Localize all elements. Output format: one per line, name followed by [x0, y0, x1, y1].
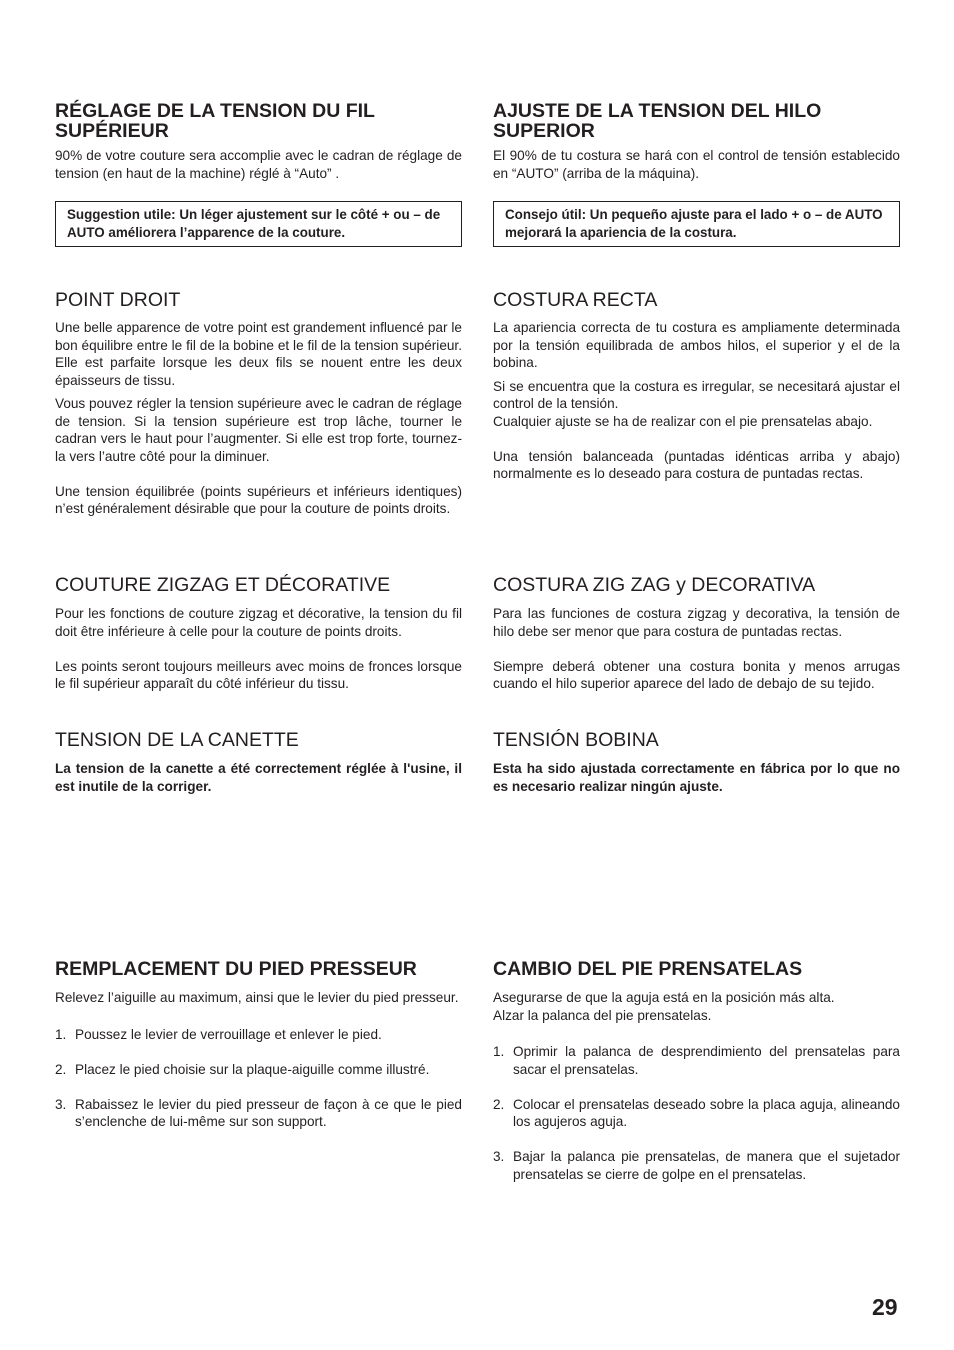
fr-upper-tension-section — [55, 101, 462, 247]
es-foot-title: CAMBIO DEL PIE PRENSATELAS — [493, 958, 803, 980]
es-foot-intro-2: Alzar la palanca del pie prensatelas. — [493, 1007, 712, 1023]
es-straight-p2a: Si se encuentra que la costura es irregular, se necesitará ajustar el control de la tensión. — [493, 378, 900, 411]
es-zigzag-p1: Para las funciones de costura zigzag y decorativa, la tensión de hilo debe ser menor que para costura de puntadas rectas. — [493, 606, 900, 639]
es-foot-section — [493, 959, 900, 1201]
fr-straight-p1: Une belle apparence de votre point est grandement influencé par le bon équilibre entre le fil de la bobine et le fil de la tension supérieur. Elle est parfaite lorsque les deux fils se nouent entre les deux épaisseurs de tissu. — [55, 320, 462, 388]
list-item: 1. Poussez le levier de verrouillage et enlever le pied. — [55, 1026, 382, 1042]
list-item: 1. Oprimir la palanca de desprendimiento del prensatelas para sacar el prensatelas. — [493, 1044, 900, 1077]
es-zigzag-p2: Siempre deberá obtener una costura bonita y menos arrugas cuando el hilo superior aparece del lado de debajo de su tejido. — [493, 658, 900, 691]
es-straight-p1: La apariencia correcta de tu costura es ampliamente determinada por la tensión equilibrada de ambos hilos, el superior y el de la bobina. — [493, 320, 900, 370]
fr-foot-steps — [55, 1026, 462, 1131]
fr-zigzag-p2: Les points seront toujours meilleurs avec moins de fronces lorsque le fil supérieur apparaît du côté inférieur du tissu. — [55, 658, 462, 691]
fr-straight-section — [55, 290, 462, 518]
fr-tip-box: Suggestion utile: Un léger ajustement sur le côté + ou – de AUTO améliorera l’apparence de la couture. — [55, 201, 462, 247]
es-bobbin-body: Esta ha sido ajustada correctamente en fábrica por lo que no es necesario realizar ningún ajuste. — [493, 761, 900, 794]
fr-straight-title: POINT DROIT — [55, 289, 181, 311]
es-straight-title: COSTURA RECTA — [493, 289, 658, 311]
fr-foot-title: REMPLACEMENT DU PIED PRESSEUR — [55, 958, 417, 980]
es-foot-intro-1: Asegurarse de que la aguja está en la posición más alta. — [493, 990, 835, 1005]
es-upper-tension-section — [493, 101, 900, 247]
fr-bobbin-title: TENSION DE LA CANETTE — [55, 729, 299, 751]
fr-zigzag-p1: Pour les fonctions de couture zigzag et décorative, la tension du fil doit être inférieure à celle pour la couture de points droits. — [55, 606, 462, 639]
list-item: 2. Colocar el prensatelas deseado sobre la placa aguja, alineando los agujeros aguja. — [493, 1096, 900, 1129]
es-zigzag-title: COSTURA ZIG ZAG y DECORATIVA — [493, 574, 816, 596]
es-straight-p2b: Cualquier ajuste se ha de realizar con el pie prensatelas abajo. — [493, 413, 873, 429]
es-bobbin-title: TENSIÓN BOBINA — [493, 729, 659, 751]
es-bobbin-section — [493, 730, 900, 795]
es-tip-box: Consejo útil: Un pequeño ajuste para el lado + o – de AUTO mejorará la apariencia de la costura. — [493, 201, 900, 247]
list-item: 3. Rabaissez le levier du pied presseur de façon à ce que le pied s’enclenche de lui-même sur son support. — [55, 1096, 462, 1129]
fr-bobbin-body: La tension de la canette a été correctement réglée à l'usine, il est inutile de la corriger. — [55, 761, 462, 794]
list-item: 3. Bajar la palanca pie prensatelas, de manera que el sujetador prensatelas se cierre de golpe en el prensatelas. — [493, 1149, 900, 1182]
list-item: 2. Placez le pied choisie sur la plaque-aiguille comme illustré. — [55, 1061, 430, 1077]
fr-straight-p2: Vous pouvez régler la tension supérieure avec le cadran de réglage de tension. Si la tension supérieure est trop lâche, tourner le cadran vers le haut pour l’augmenter. Si elle est trop forte, tournez-la vers l’autre côté pour la diminuer. — [55, 396, 462, 464]
fr-upper-tension-body: 90% de votre couture sera accomplie avec le cadran de réglage de tension (en haut de la machine) réglé à “Auto” . — [55, 148, 462, 181]
page-number: 29 — [872, 1294, 898, 1320]
es-upper-tension-body: El 90% de tu costura se hará con el control de tensión establecido en “AUTO” (arriba de la máquina). — [493, 148, 900, 181]
es-straight-p3: Una tensión balanceada (puntadas idénticas arriba y abajo) normalmente es lo deseado para costura de puntadas rectas. — [493, 448, 900, 481]
fr-foot-intro: Relevez l’aiguille au maximum, ainsi que le levier du pied presseur. — [55, 990, 459, 1005]
fr-straight-p3: Une tension équilibrée (points supérieurs et inférieurs identiques) n’est généralement désirable que pour la couture de points droits. — [55, 483, 462, 516]
es-zigzag-section — [493, 575, 900, 693]
es-straight-section — [493, 290, 900, 483]
fr-zigzag-section — [55, 575, 462, 693]
es-upper-tension-title: AJUSTE DE LA TENSION DEL HILO SUPERIOR — [493, 100, 822, 142]
fr-zigzag-title: COUTURE ZIGZAG ET DÉCORATIVE — [55, 574, 391, 596]
fr-bobbin-section — [55, 730, 462, 795]
fr-foot-section — [55, 959, 462, 1148]
fr-upper-tension-title: RÉGLAGE DE LA TENSION DU FIL SUPÉRIEUR — [55, 100, 375, 142]
es-foot-steps — [493, 1043, 900, 1183]
